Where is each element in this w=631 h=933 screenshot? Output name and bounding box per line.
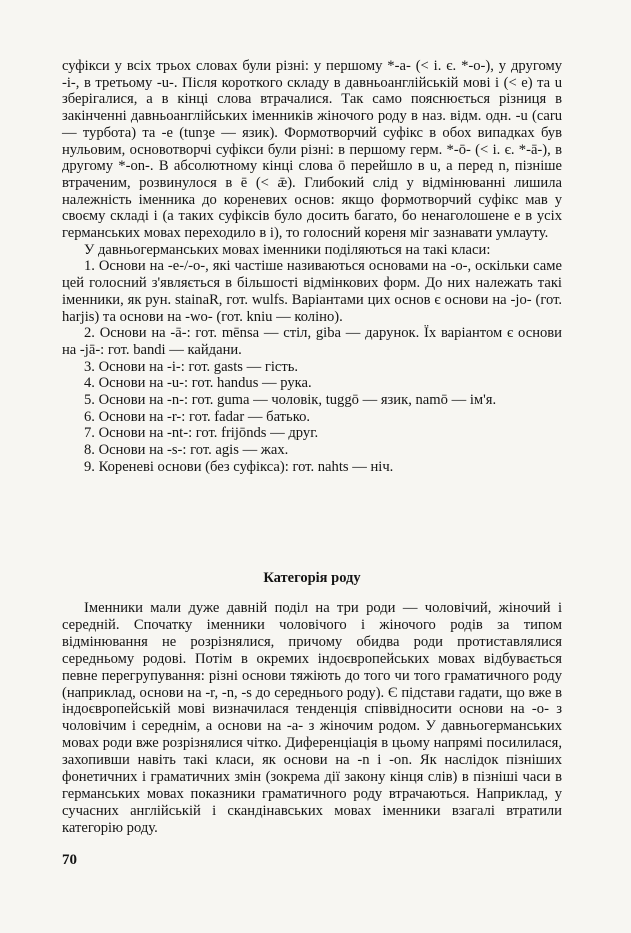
paragraph-classes-intro: У давньогерманських мовах іменники поділяються на такі класи: xyxy=(84,241,491,258)
list-item: 5. Основи на -n-: гот. guma — чоловік, tuggō — язик, namō — ім'я. xyxy=(84,392,497,409)
list-item: 6. Основи на -r-: гот. fadar — батько. xyxy=(84,408,311,425)
list-item: 9. Кореневі основи (без суфікса): гот. nahts — ніч. xyxy=(84,458,394,475)
page-number: 70 xyxy=(62,852,77,868)
lower-text-block xyxy=(62,600,562,837)
list-item: 3. Основи на -і-: гот. gasts — гість. xyxy=(84,358,299,375)
list-item: 8. Основи на -s-: гот. agis — жах. xyxy=(84,442,289,459)
list-item: 7. Основи на -nt-: гот. frijōnds — друг. xyxy=(84,425,319,442)
list-item: 2. Основи на -ā-: гот. mēnsa — стіл, giba — дарунок. Їх варіантом є основи на -jā-: гот. bandi — кайдани. xyxy=(62,325,562,358)
upper-text-block xyxy=(62,58,562,476)
paragraph-gender: Іменники мали дуже давній поділ на три роди — чоловічий, жіночий і середній. Спочатку іменники чоловічого і жіночого родів за типом відмінювання не розрізнялися, причому обидва роди протиставлялися середньому родові. Потім в окремих індоєвропейських мовах відбувається певне перегрупування: різні основи тяжіють до того чи того граматичного роду (наприклад, основи на -r, -n, -s до середнього роду). Є підстави гадати, що вже в індоєвропейській мові визначилася тенденція співвідносити основи на -о- з чоловічим і середнім, а основи на -а- з жіночим родом. У давньогерманських мовах роди вже розрізнялися чітко. Диференціація в цьому напрямі посилилася, захопивши навіть такі класи, як основи на -n і -on. Як наслідок пізніших фонетичних і граматичних змін (зокрема дії закону кінця слів) в пізніші часи в германських мовах показники граматичного роду втрачаються. Наприклад, у сучасних англійській і скандінавських мовах іменники взагалі втратили категорію роду. xyxy=(62,600,562,836)
list-item: 1. Основи на -е-/-о-, які частіше називаються основами на -о-, оскільки саме цей голосний з'являється в більшості відмінкових форм. До них належать такі іменники, як рун. stainaR, гот. wulfs. Варіантами цих основ є основи на -jo- (гот. harjis) та основи на -wo- (гот. kniu — коліно). xyxy=(62,258,562,325)
section-heading: Категорія роду xyxy=(263,570,361,586)
list-item: 4. Основи на -u-: гот. handus — рука. xyxy=(84,375,312,392)
paragraph-suffixes: суфікси у всіх трьох словах були різні: у першому *-а- (< і. є. *-о-), у другому -і-, в третьому -u-. Після короткого складу в давньоанглійській мові і (< е) та u зберігалися, а в кінці слова втрачалися. Так само пояснюється різниця в закінченні давньоанглійських іменників жіночого роду в наз. відм. одн. -u (caru — турбота) та -е (tunȝe — язик). Формотворчий суфікс в обох випадках був нульовим, основотворчі суфікси були різні: в першому герм. *-ō- (< і. є. *-ā-), в другому *-on-. В абсолютному кінці слова ō перейшло в u, а перед n, пізніше втраченим, розвинулося в ē (< ǣ). Глибокий слід у відмінюванні лишила належність іменника до кореневих основ: якщо формотворчий суфікс мав у своєму складі і (а таких суфіксів було досить багато, бо ненаголошене е в усіх германських мовах переходило в і), то голосний кореня міг зазнавати умлауту. xyxy=(62,58,562,242)
